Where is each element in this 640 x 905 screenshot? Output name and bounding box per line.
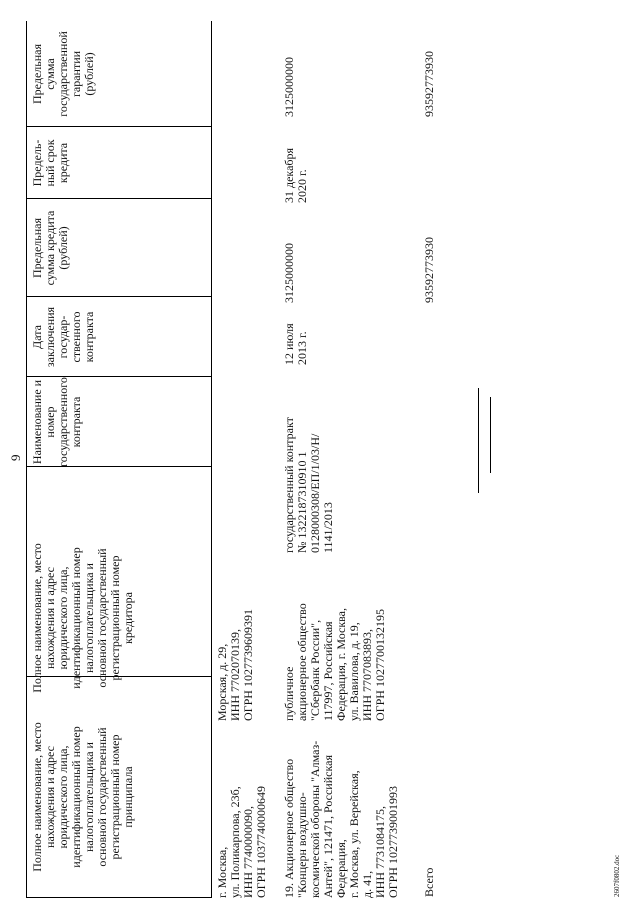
creditor-cont: Морская, д. 29, ИНН 7702070139, ОГРН 1027739609391 — [215, 609, 255, 721]
header-guarantee-sum: Предельная сумма государственной гарантии (рублей) — [30, 31, 96, 117]
signature-underline — [490, 397, 491, 473]
footer-file-code: 2607f0802.doc — [613, 854, 621, 897]
credit-term-19: 31 декабря 2020 г. — [282, 147, 309, 203]
table-header — [26, 21, 212, 898]
header-credit-term: Предель- ный срок кредита — [30, 139, 70, 187]
principal-cont: г. Москва, ул. Поликарпова, 23б, ИНН 7740000090, ОГРН 1037740000649 — [215, 786, 268, 898]
total-guarantee-sum: 93592773930 — [422, 51, 436, 117]
header-principal: Полное наименование, место нахождения и адрес юридического лица, идентификационный номер налогоплательщика и основной государственный регистрационный номер принципала — [30, 722, 135, 872]
contract-date-19: 12 июля 2013 г. — [282, 323, 309, 365]
creditor-19: публичное акционерное общество "Сбербанк России", 117997, Российская Федерация, г. Москва, ул. Вавилова, д. 19, ИНН 7707083893, ОГРН 1027700132195 — [282, 603, 387, 721]
total-label: Всего — [422, 867, 436, 897]
total-credit-sum: 93592773930 — [422, 237, 436, 303]
header-credit-sum: Предельная сумма кредита (рублей) — [30, 210, 70, 286]
header-contract-date: Дата заключения государ- ственного контракта — [30, 306, 96, 368]
page-number: 9 — [8, 454, 23, 461]
guarantee-sum-19: 3125000000 — [282, 57, 296, 117]
header-contract-name: Наименование и номер государственного контракта — [30, 377, 83, 467]
principal-19: 19. Акционерное общество "Концерн воздушно- космической обороны "Алмаз- Антей", 121471, Российская Федерация, г. Москва, ул. Верейская, д. 41, ИНН 7731084175, ОГРН 1027739001993 — [282, 740, 400, 898]
signature-line — [478, 388, 479, 493]
credit-sum-19: 3125000000 — [282, 243, 296, 303]
header-creditor: Полное наименование, место нахождения и адрес юридического лица, идентификационный номер налогоплательщика и основной государственный регистрационный номер кредитора — [30, 543, 135, 693]
contract-name-19: государственный контракт № 1322187310910 1 0128000308/ЕП/1/03/Н/ 1141/2013 — [282, 417, 335, 553]
